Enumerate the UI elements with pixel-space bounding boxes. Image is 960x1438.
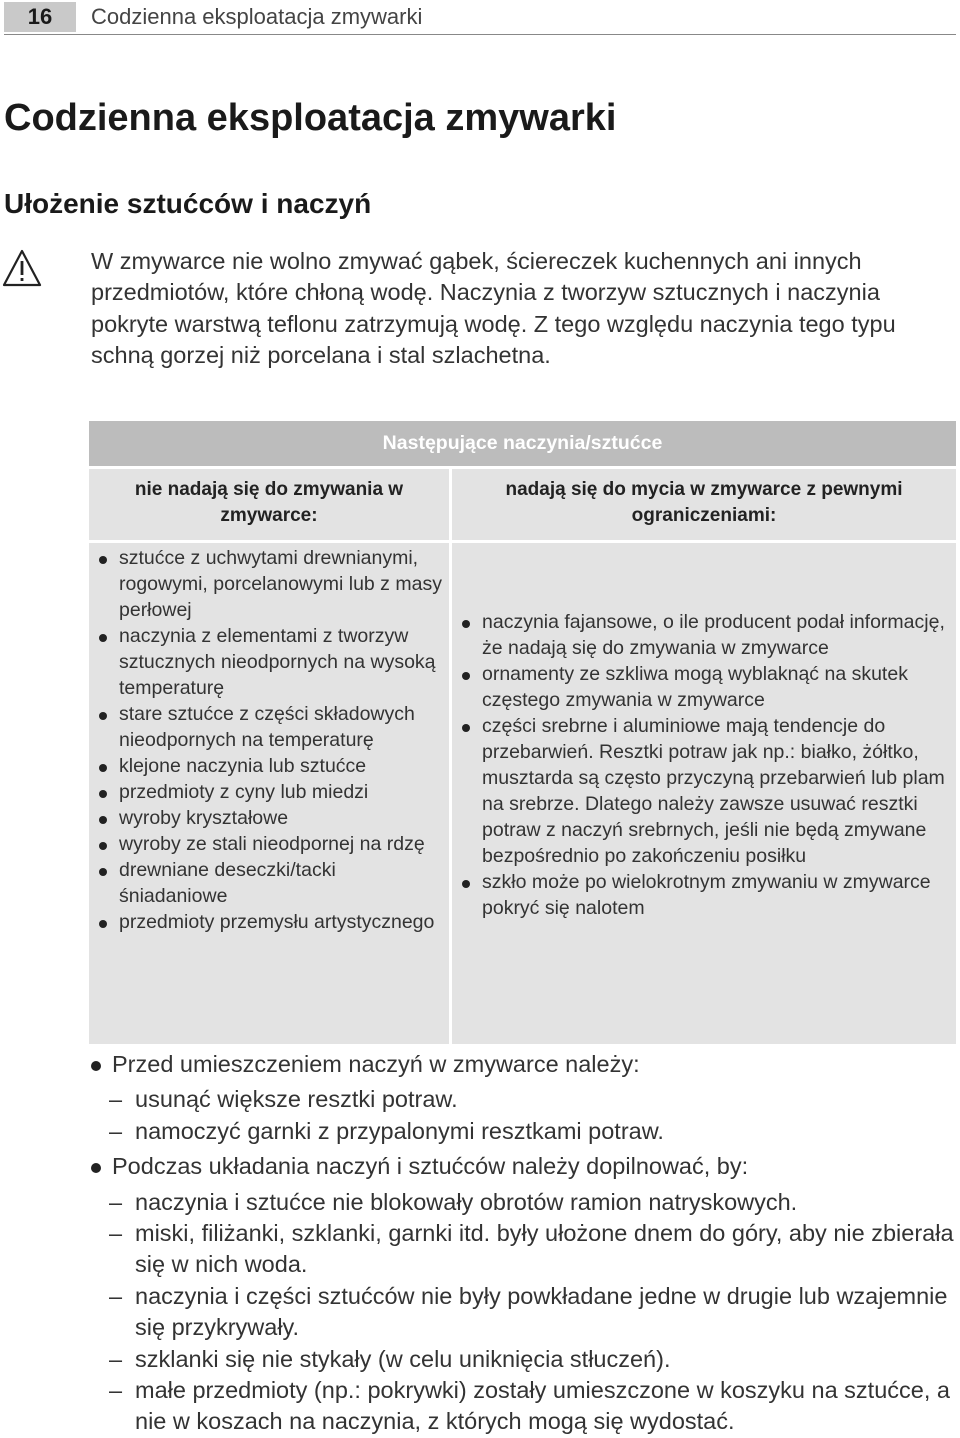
list-item-text: stare sztućce z części składowych nieodpornych na temperaturę	[119, 703, 415, 751]
list-item-text: naczynia z elementami z tworzyw sztucznych nieodpornych na wysoką temperaturę	[119, 625, 436, 699]
table-column-header-not-suitable: nie nadają się do zmywania w zmywarce:	[89, 469, 449, 540]
dash-icon: –	[109, 1282, 123, 1309]
list-item-text: szkło może po wielokrotnym zmywaniu w zmywarce pokryć się nalotem	[482, 871, 931, 919]
list-item-text: części srebrne i aluminiowe mają tendencje do przebarwień. Resztki potraw jak np.: białko, żółtko, musztarda są często przyczyną przebarwień lub plam na srebrze. Dlatego należy zawsze usuwać resztki potraw z naczyń srebrnych, jeśli nie będą zmywane bezpośrednio po zakończeniu posiłku	[482, 715, 945, 867]
page-title: Codzienna eksploatacja zmywarki	[4, 97, 617, 139]
instruction-sublist	[109, 1187, 955, 1438]
list-item	[452, 609, 956, 661]
list-item	[89, 623, 449, 701]
sub-item	[109, 1375, 955, 1438]
section-title: Ułożenie sztućców i naczyń	[4, 188, 372, 219]
list-item	[89, 857, 449, 909]
sub-item	[109, 1281, 955, 1344]
bullet-icon	[462, 880, 470, 888]
list-item-text: wyroby ze stali nieodpornej na rdzę	[119, 833, 425, 855]
sub-item	[109, 1084, 955, 1115]
list-item	[89, 545, 449, 623]
sub-item-text: małe przedmioty (np.: pokrywki) zostały umieszczone w koszyku na sztućce, a nie w koszach na naczynia, z których mogą się wydostać.	[135, 1377, 950, 1435]
list-item-text: wyroby kryształowe	[119, 807, 289, 829]
dash-icon: –	[109, 1345, 123, 1372]
list-item-text: sztućce z uchwytami drewnianymi, rogowymi, porcelanowymi lub z masy perłowej	[119, 547, 442, 621]
list-item	[89, 805, 449, 831]
sub-item-text: miski, filiżanki, szklanki, garnki itd. były ułożone dnem do góry, aby nie zbierała się w nich woda.	[135, 1220, 954, 1278]
list-item	[89, 753, 449, 779]
list-item	[452, 713, 956, 869]
list-item-text: przedmioty z cyny lub miedzi	[119, 781, 369, 803]
sub-item	[109, 1187, 955, 1218]
dash-icon: –	[109, 1086, 123, 1113]
sub-item-text: usunąć większe resztki potraw.	[135, 1086, 458, 1113]
table-header: Następujące naczynia/sztućce	[89, 421, 956, 466]
list-item-text: ornamenty ze szkliwa mogą wyblaknąć na skutek częstego zmywania w zmywarce	[482, 663, 908, 711]
table-cell-not-suitable	[89, 543, 449, 1044]
header-divider	[4, 34, 956, 35]
sub-item-text: namoczyć garnki z przypalonymi resztkami potraw.	[135, 1117, 664, 1144]
instruction-item	[89, 1151, 955, 1438]
instruction-item	[89, 1049, 955, 1147]
page-number: 16	[4, 2, 76, 32]
bullet-icon	[99, 868, 107, 876]
bullet-icon	[99, 764, 107, 772]
bullet-icon	[91, 1061, 101, 1071]
bullet-icon	[99, 712, 107, 720]
bullet-icon	[99, 842, 107, 850]
running-title: Codzienna eksploatacja zmywarki	[91, 4, 423, 29]
list-item-text: klejone naczynia lub sztućce	[119, 755, 367, 777]
bullet-icon	[99, 816, 107, 824]
table-column-header-limited: nadają się do mycia w zmywarce z pewnymi ograniczeniami:	[452, 469, 956, 540]
dash-icon: –	[109, 1377, 123, 1404]
bullet-icon	[91, 1163, 101, 1173]
warning-text: W zmywarce nie wolno zmywać gąbek, ściereczek kuchennych ani innych przedmiotów, które chłoną wodę. Naczynia z tworzyw sztucznych i naczynia pokryte warstwą teflonu zatrzymują wodę. Z tego względu naczynia tego typu schną gorzej niż porcelana i stal szlachetna.	[91, 248, 896, 369]
instructions-list	[89, 1049, 955, 1438]
not-suitable-list	[89, 545, 449, 935]
list-item	[89, 779, 449, 805]
list-item	[452, 661, 956, 713]
instruction-sublist	[109, 1084, 955, 1147]
bullet-icon	[99, 634, 107, 642]
bullet-icon	[462, 620, 470, 628]
dash-icon: –	[109, 1188, 123, 1215]
sub-item-text: szklanki się nie stykały (w celu uniknięcia stłuczeń).	[135, 1345, 671, 1372]
warning-triangle-icon	[2, 248, 42, 288]
list-item-text: drewniane deseczki/tacki śniadaniowe	[119, 859, 336, 907]
instruction-text: Przed umieszczeniem naczyń w zmywarce należy:	[112, 1051, 640, 1077]
bullet-icon	[99, 790, 107, 798]
bullet-icon	[462, 672, 470, 680]
list-item	[452, 869, 956, 921]
instruction-text: Podczas układania naczyń i sztućców należy dopilnować, by:	[112, 1153, 749, 1180]
list-item-text: naczynia fajansowe, o ile producent podał informację, że nadają się do zmywania w zmywarce	[482, 611, 945, 659]
sub-item	[109, 1344, 955, 1375]
list-item	[89, 909, 449, 935]
page-header	[0, 0, 960, 34]
dishes-table	[89, 421, 956, 1044]
bullet-icon	[462, 724, 470, 732]
sub-item	[109, 1218, 955, 1281]
list-item	[89, 701, 449, 753]
sub-item	[109, 1116, 955, 1147]
sub-item-text: naczynia i sztućce nie blokowały obrotów ramion natryskowych.	[135, 1188, 798, 1215]
bullet-icon	[99, 556, 107, 564]
dash-icon: –	[109, 1117, 123, 1144]
limited-list	[452, 609, 956, 921]
bullet-icon	[99, 920, 107, 928]
list-item	[89, 831, 449, 857]
table-cell-limited	[452, 543, 956, 1044]
dash-icon: –	[109, 1220, 123, 1247]
list-item-text: przedmioty przemysłu artystycznego	[119, 911, 435, 933]
sub-item-text: naczynia i części sztućców nie były powkładane jedne w drugie lub wzajemnie się przykrywały.	[135, 1282, 948, 1341]
